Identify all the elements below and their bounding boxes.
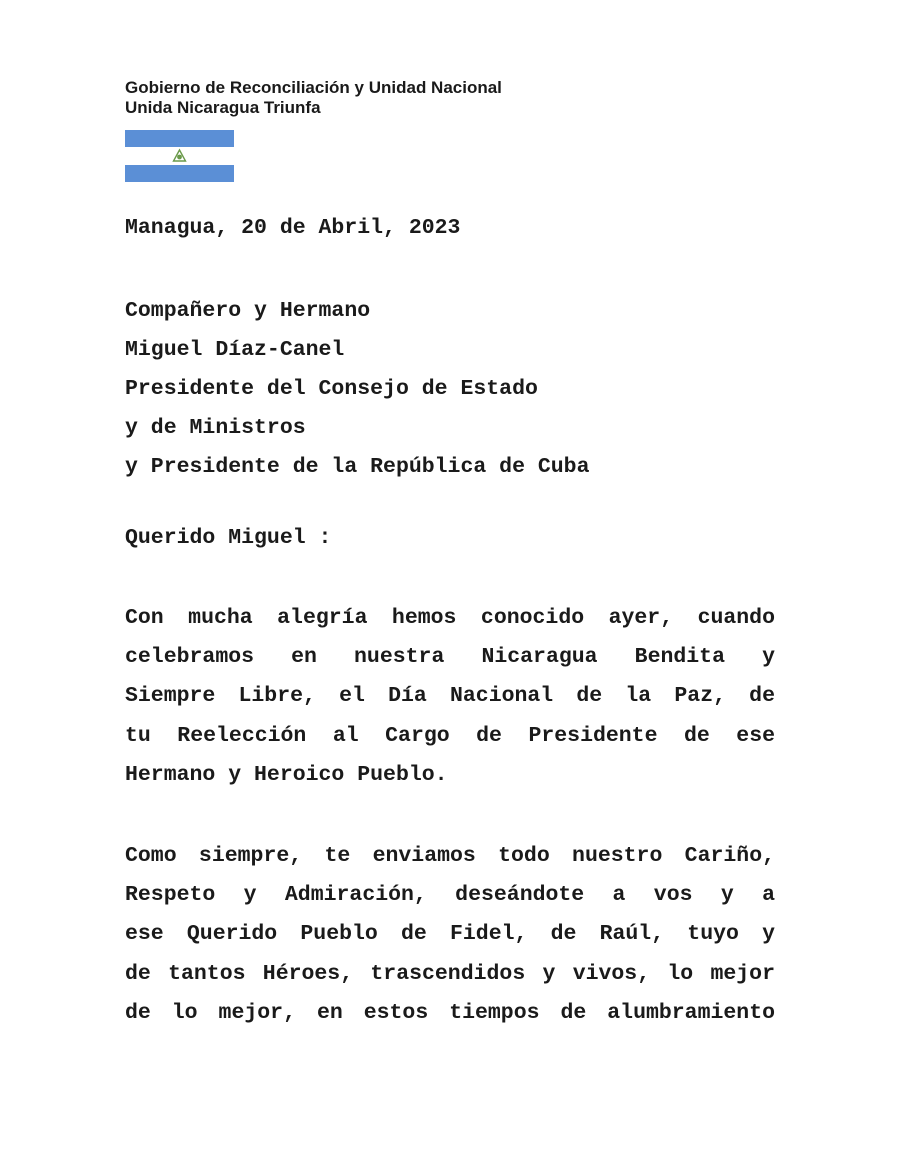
paragraph-line: Siempre Libre, el Día Nacional de la Paz, de <box>125 684 775 709</box>
paragraph-line: Hermano y Heroico Pueblo. <box>125 762 448 787</box>
nicaragua-flag-icon <box>125 130 234 182</box>
letterhead-slogan: Unida Nicaragua Triunfa <box>125 98 321 117</box>
recipient-line: Compañero y Hermano <box>125 299 371 323</box>
paragraph-line: tu Reelección al Cargo de Presidente de ese <box>125 723 775 748</box>
recipient-line: Miguel Díaz-Canel <box>125 338 345 362</box>
recipient-line: y de Ministros <box>125 416 306 440</box>
paragraph-line: ese Querido Pueblo de Fidel, de Raúl, tuyo y <box>125 922 775 947</box>
paragraph-line: Con mucha alegría hemos conocido ayer, cuando <box>125 606 775 630</box>
paragraph-line: Respeto y Admiración, deseándote a vos y a <box>125 883 775 908</box>
recipient-block <box>125 292 589 487</box>
recipient-line: y Presidente de la República de Cuba <box>125 455 590 479</box>
paragraph-2 <box>125 837 775 1033</box>
salutation: Querido Miguel : <box>125 526 332 550</box>
paragraph-line: de lo mejor, en estos tiempos de alumbramiento <box>125 1000 775 1025</box>
letterhead <box>125 78 502 118</box>
letterhead-government-name: Gobierno de Reconciliación y Unidad Nacional <box>125 78 502 97</box>
paragraph-line: de tantos Héroes, trascendidos y vivos, lo mejor <box>125 961 775 986</box>
paragraph-line: celebramos en nuestra Nicaragua Bendita y <box>125 645 775 670</box>
letter-date: Managua, 20 de Abril, 2023 <box>125 216 461 240</box>
paragraph-line: Como siempre, te enviamos todo nuestro Cariño, <box>125 844 775 868</box>
paragraph-1 <box>125 599 775 795</box>
recipient-line: Presidente del Consejo de Estado <box>125 377 538 401</box>
